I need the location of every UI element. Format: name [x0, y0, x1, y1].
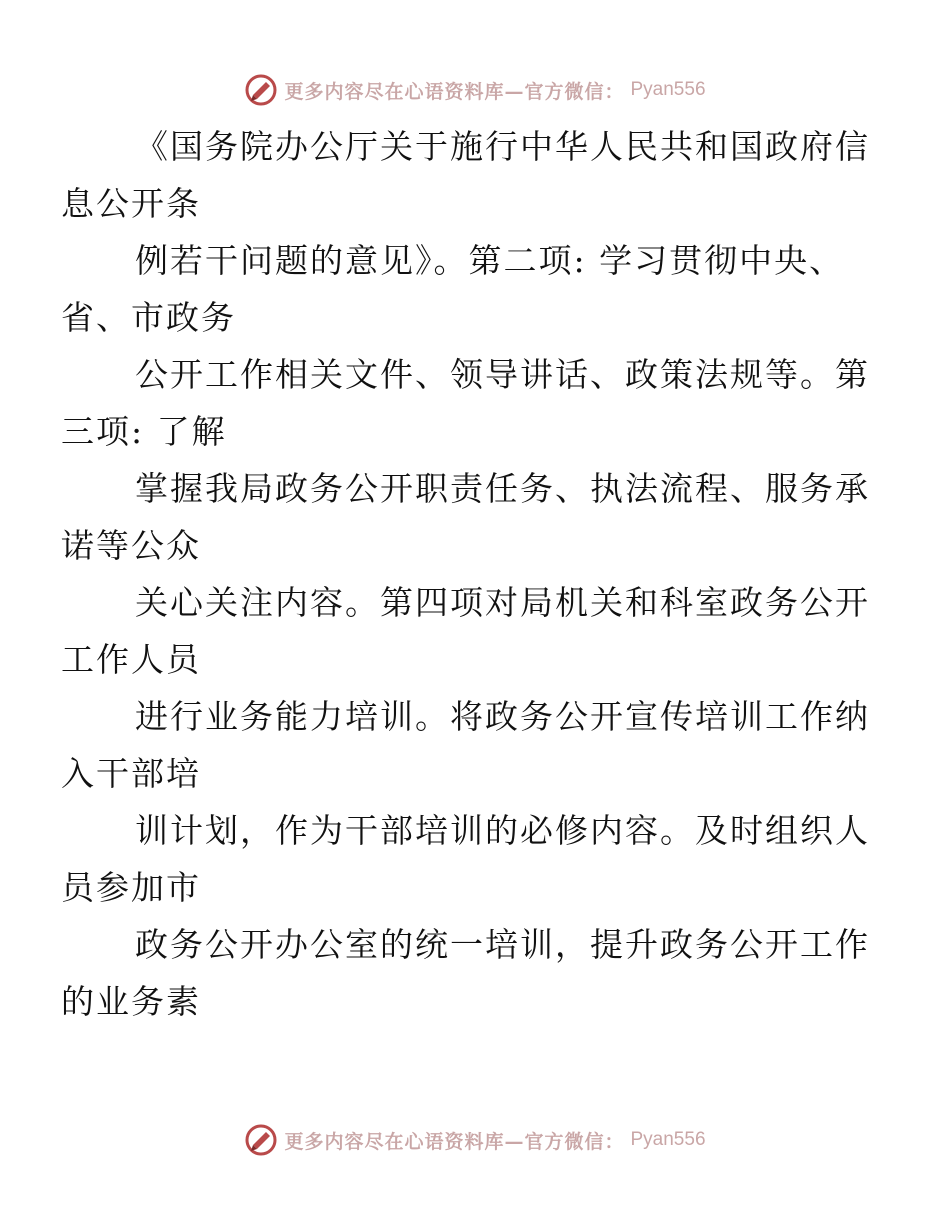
paragraph-continuation: 省、市政务 [61, 298, 236, 337]
watermark-wechat-id: Pyan556 [630, 1129, 706, 1150]
paragraph [61, 346, 870, 460]
brand-logo-icon [244, 1123, 278, 1157]
paragraph-line: 政务公开办公室的统一培训，提升政务公开工作 [135, 925, 870, 964]
paragraph [61, 574, 870, 688]
paragraph-line: 掌握我局政务公开职责任务、执法流程、服务承 [135, 469, 870, 508]
paragraph-continuation: 工作人员 [61, 640, 201, 679]
paragraph-line: 训计划，作为干部培训的必修内容。及时组织人 [135, 811, 870, 850]
paragraph-line: 例若干问题的意见》。第二项: 学习贯彻中央、 [135, 241, 845, 280]
paragraph-line: 进行业务能力培训。将政务公开宣传培训工作纳 [135, 697, 870, 736]
paragraph [61, 916, 870, 1030]
paragraph [61, 802, 870, 916]
brand-logo-icon [244, 73, 278, 107]
paragraph-continuation: 入干部培 [61, 754, 201, 793]
paragraph-continuation: 息公开条 [61, 184, 201, 223]
paragraph-continuation: 诺等公众 [61, 526, 201, 565]
paragraph [61, 118, 870, 232]
header-watermark [0, 70, 950, 110]
watermark-site-text: 更多内容尽在心语资料库—官方微信： [284, 80, 625, 103]
paragraph-line: 公开工作相关文件、领导讲话、政策法规等。第 [135, 355, 870, 394]
footer-watermark [0, 1120, 950, 1160]
paragraph-line: 关心关注内容。第四项对局机关和科室政务公开 [135, 583, 870, 622]
paragraph-continuation: 的业务素 [61, 982, 201, 1021]
paragraph-continuation: 员参加市 [61, 868, 201, 907]
paragraph [61, 460, 870, 574]
paragraph [61, 688, 870, 802]
paragraph-continuation: 三项: 了解 [61, 412, 227, 451]
watermark-group [244, 1120, 705, 1160]
paragraph [61, 232, 858, 346]
paragraph-line: 《国务院办公厅关于施行中华人民共和国政府信 [135, 127, 870, 166]
watermark-site-text: 更多内容尽在心语资料库—官方微信： [284, 1130, 625, 1153]
watermark-wechat-id: Pyan556 [630, 79, 706, 100]
document-body [61, 118, 870, 1030]
watermark-group [244, 70, 705, 110]
